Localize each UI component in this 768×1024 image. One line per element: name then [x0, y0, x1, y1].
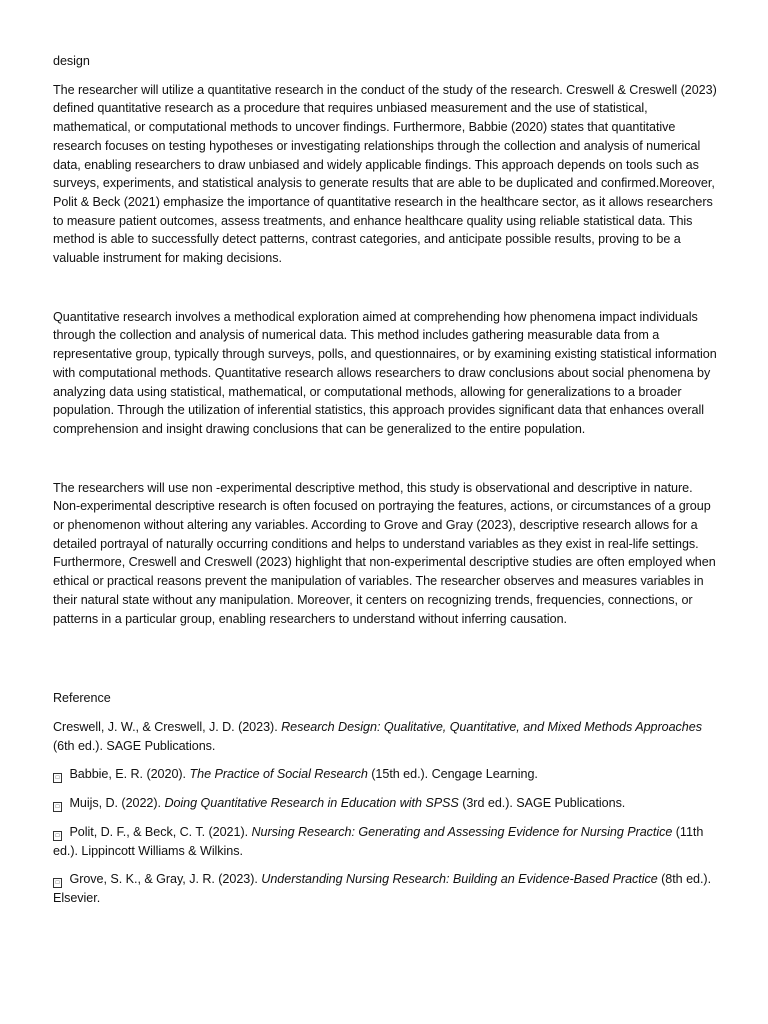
paragraph-methodical-exploration: Quantitative research involves a methodical exploration aimed at comprehending how phenomena impact individuals through the collection and analysis of numerical data. This method includes gathering measurable data from a representative group, typically through surveys, polls, and questionnaires, or by examining existing statistical information with computational methods. Quantitative research allows researchers to draw conclusions about social phenomena by analyzing data using statistical, mathematical, or computational methods, allowing for generalizations to a broader population. Through the utilization of inferential statistics, this approach provides significant data that enhances overall comprehension and insight drawing conclusions that can be generalized to the entire population. — [53, 309, 717, 436]
missing-glyph-bullet-icon: □ — [53, 878, 62, 888]
reference-item — [53, 794, 717, 813]
reference-details: (15th ed.). Cengage Learning. — [367, 767, 538, 782]
reference-title: Doing Quantitative Research in Education with SPSS — [164, 796, 459, 811]
missing-glyph-bullet-icon: □ — [53, 773, 62, 783]
reference-item — [53, 870, 717, 907]
reference-title: Research Design: Qualitative, Quantitative, and Mixed Methods Approaches — [281, 719, 702, 734]
paragraph-descriptive-method: The researchers will use non -experimental descriptive method, this study is observational and descriptive in nature. Non-experimental descriptive research is often focused on portraying the features, actions, or circumstances of a group or phenomenon without altering any variables. According to Grove and Gray (2023), descriptive research allows for a detailed portrayal of naturally occurring conditions and helps to understand variables as they exist in real-life settings. Furthermore, Creswell and Creswell (2023) highlight that non-experimental descriptive studies are often employed when ethical or practical reasons prevent the manipulation of variables. The researcher observes and measures variables in their natural state without any manipulation. Moreover, it centers on recognizing trends, frequencies, connections, or patterns in a particular group, enabling researchers to understand without inferring causation. — [53, 480, 716, 626]
reference-details: (8th ed.). Elsevier. — [53, 872, 712, 905]
reference-authors: Babbie, E. R. (2020). — [69, 767, 190, 782]
reference-authors: Polit, D. F., & Beck, C. T. (2021). — [69, 824, 252, 839]
missing-glyph-bullet-icon: □ — [53, 831, 62, 841]
missing-glyph-bullet-icon: □ — [53, 802, 62, 812]
reference-item — [53, 718, 717, 755]
section-heading: design — [53, 54, 90, 68]
reference-title: Nursing Research: Generating and Assessing Evidence for Nursing Practice — [251, 824, 673, 839]
paragraph-spacer — [53, 268, 717, 308]
reference-title: Understanding Nursing Research: Building an Evidence-Based Practice — [261, 872, 658, 887]
reference-details: (11th ed.). Lippincott Williams & Wilkins. — [53, 824, 704, 858]
reference-details: (3rd ed.). SAGE Publications. — [458, 796, 626, 811]
reference-item — [53, 765, 717, 784]
paragraph-spacer — [53, 439, 717, 479]
reference-authors: Creswell, J. W., & Creswell, J. D. (2023). — [53, 719, 282, 734]
reference-details: (6th ed.). SAGE Publications. — [53, 738, 216, 753]
document-page — [53, 52, 717, 918]
reference-item — [53, 823, 717, 860]
section-spacer — [53, 628, 717, 689]
reference-authors: Muijs, D. (2022). — [69, 796, 165, 811]
paragraph-quantitative-research: The researcher will utilize a quantitative research in the conduct of the study of the research. Creswell & Creswell (2023) defined quantitative research as a procedure that requires unbiased measurement and the use of statistical, mathematical, or computational methods to uncover findings. Furthermore, Babbie (2020) states that quantitative research focuses on testing hypotheses or investigating relationships through the collection and analysis of numerical data, enabling researchers to draw unbiased and widely applicable findings. This approach depends on tools such as surveys, experiments, and statistical analysis to generate results that are able to be duplicated and confirmed.Moreover, Polit & Beck (2021) emphasize the importance of quantitative research in the healthcare sector, as it allows researchers to measure patient outcomes, assess treatments, and enhance healthcare quality using reliable statistical data. This method is able to successfully detect patterns, contrast categories, and anticipate possible results, proving to be a valuable instrument for making decisions. — [53, 82, 717, 266]
reference-heading: Reference — [53, 691, 111, 706]
reference-title: The Practice of Social Research — [189, 767, 368, 782]
reference-authors: Grove, S. K., & Gray, J. R. (2023). — [69, 872, 262, 887]
